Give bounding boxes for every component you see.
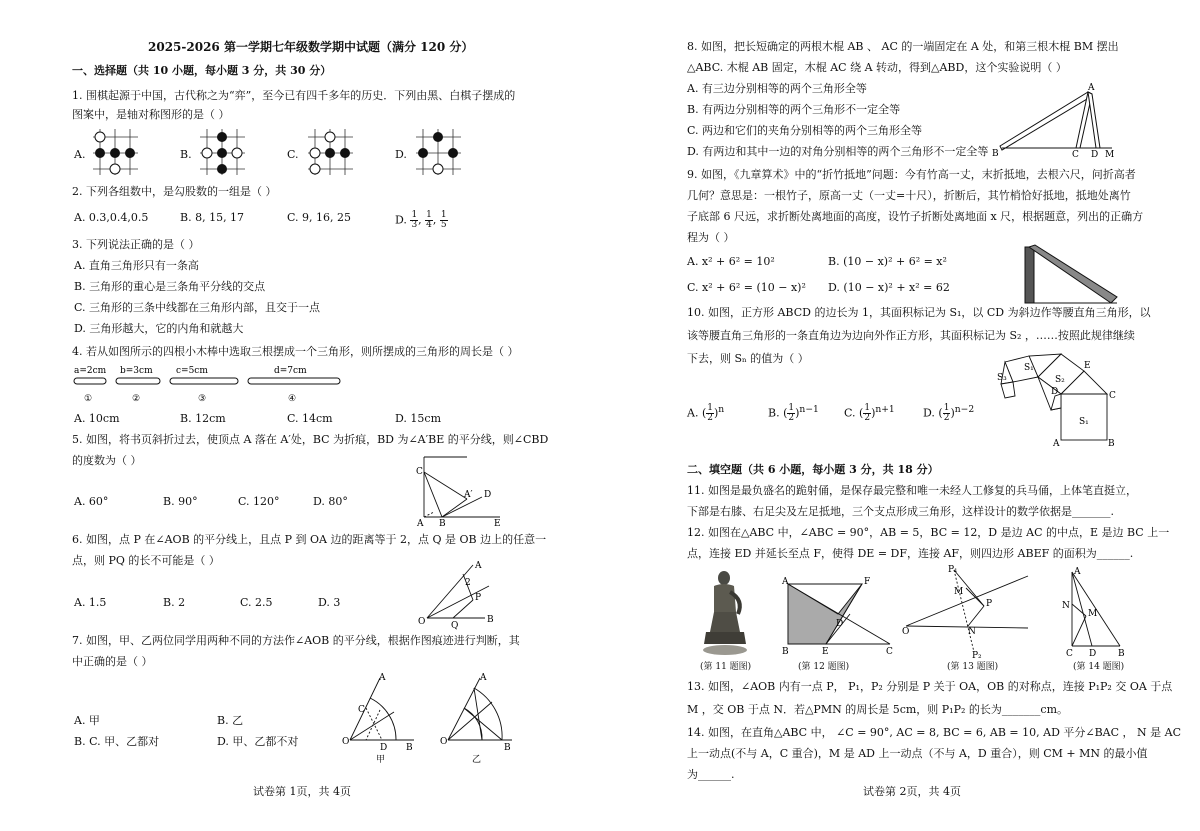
q5-option-b: B. 90° (163, 495, 198, 508)
go-pattern-c (303, 127, 358, 177)
q10-option-d: D. ( $\frac{1}{2}$ )$^{n-2}$ (923, 403, 975, 424)
svg-text:A: A (782, 577, 789, 587)
svg-text:甲: 甲 (376, 755, 386, 765)
q10-option-b: B. ( $\frac{1}{2}$ )$^{n-1}$ (768, 403, 819, 424)
svg-text:A: A (480, 673, 487, 683)
svg-text:D: D (836, 619, 844, 629)
q4-option-d: D. 15cm (395, 412, 442, 425)
svg-text:O: O (902, 627, 910, 637)
caption-fig-12: (第 12 题图) (798, 662, 850, 672)
q1-option-a: A. (74, 148, 86, 161)
q9-line1: 9. 如图，《九章算术》中的“折竹抵地”问题：今有竹高一丈，末折抵地，去根六尺，问折高者 (687, 168, 1136, 181)
svg-text:B: B (992, 149, 999, 159)
q9-option-b: B. (10 − x)² + 6² = x² (828, 255, 947, 268)
q6-option-d: D. 3 (318, 596, 341, 609)
q9-option-a: A. x² + 6² = 10² (687, 255, 775, 268)
svg-text:E: E (1084, 361, 1091, 371)
svg-text:O: O (342, 737, 350, 747)
svg-text:D: D (1051, 387, 1059, 397)
q13-line2: M ，交 OB 于点 N．若△PMN 的周长是 5cm，则 P₁P₂ 的长为_______cm。 (687, 703, 1069, 716)
q5-option-c: C. 120° (238, 495, 280, 508)
svg-text:D: D (1091, 150, 1099, 160)
svg-text:N: N (1062, 601, 1070, 611)
svg-text:B: B (1118, 649, 1125, 659)
svg-text:P₂: P₂ (972, 651, 982, 661)
stick-a-label: a=2cm (74, 366, 107, 376)
svg-text:M: M (954, 587, 964, 597)
q9-line2: 几何？意思是：一根竹子，原高一丈（一丈=十尺），折断后，其竹梢恰好抵地，抵地处离竹 (687, 189, 1131, 202)
frac-1-3: $\frac{1}{3}$ (411, 210, 418, 230)
svg-text:P: P (475, 593, 482, 603)
q5-line1: 5. 如图，将书页斜折过去，使顶点 A 落在 A′处，BC 为折痕，BD 为∠A′BE 的平分线，则∠CBD (72, 433, 549, 446)
svg-text:①: ① (84, 394, 93, 404)
q1-option-c: C. (287, 148, 299, 161)
svg-text:O: O (440, 737, 448, 747)
svg-text:A: A (379, 673, 386, 683)
caption-fig-11: (第 11 题图) (700, 662, 752, 672)
q14-line1: 14. 如图，在直角△ABC 中， ∠C = 90°, AC = 8, BC = 6, AB = 10, AD 平分∠BAC ， N 是 AC (687, 726, 1182, 739)
q4-option-b: B. 12cm (180, 412, 226, 425)
q12-line2: 点，连接 ED 并延长至点 F，使得 DE = DF，连接 AF，则四边形 ABEF 的面积为______. (687, 547, 1134, 560)
svg-text:S₃: S₃ (997, 373, 1007, 383)
svg-text:A: A (1088, 83, 1095, 93)
stick-b-label: b=3cm (120, 366, 153, 376)
q9-bamboo-figure (1023, 245, 1118, 307)
q7-figure-jia (342, 672, 422, 764)
q10-line1: 10. 如图，正方形 ABCD 的边长为 1，其面积标记为 S₁，以 CD 为斜边作等腰直角三角形，以 (687, 306, 1151, 319)
stick-d-label: d=7cm (274, 366, 307, 376)
q6-option-a: A. 1.5 (74, 596, 107, 609)
q9-option-c: C. x² + 6² = (10 − x)² (687, 281, 806, 294)
q8-option-b: B. 有两边分别相等的两个三角形不一定全等 (687, 103, 901, 116)
svg-text:C: C (358, 705, 365, 715)
svg-text:C: C (1109, 391, 1116, 401)
svg-text:C: C (1072, 150, 1079, 160)
svg-text:D: D (1089, 649, 1097, 659)
q3-option-d: D. 三角形越大，它的内角和就越大 (74, 322, 244, 335)
svg-text:Q: Q (451, 621, 459, 631)
go-pattern-b (195, 127, 250, 177)
q7-line1: 7. 如图，甲、乙两位同学用两种不同的方法作∠AOB 的平分线，根据作图痕迹进行判断，其 (72, 634, 520, 647)
q13-figure (902, 565, 1032, 661)
caption-fig-13: (第 13 题图) (947, 662, 999, 672)
q7-option-b: B. 乙 (217, 714, 244, 727)
svg-text:M: M (1088, 609, 1098, 619)
q10-line2: 该等腰直角三角形的一条直角边为边向外作正方形，其面积标记为 S₂ ，……按照此规律继续 (687, 329, 1135, 342)
q2-option-c: C. 9, 16, 25 (287, 211, 351, 224)
svg-text:②: ② (132, 394, 141, 404)
kneeling-archer-image (700, 570, 750, 656)
q2-stem: 2. 下列各组数中，是勾股数的一组是（ ） (72, 185, 277, 198)
svg-text:B: B (504, 743, 511, 753)
svg-text:N: N (968, 627, 976, 637)
section-2-heading: 二、填空题（共 6 小题，每小题 3 分，共 18 分） (687, 463, 939, 476)
q9-line3: 子底部 6 尺远，求折断处离地面的高度，设竹子折断处离地面 x 尺，根据题意，列出的正确方 (687, 210, 1144, 223)
svg-text:E: E (822, 647, 829, 657)
q4-stem: 4. 若从如图所示的四根小木棒中选取三根摆成一个三角形，则所摆成的三角形的周长是（ ） (72, 345, 519, 358)
svg-text:B: B (782, 647, 789, 657)
svg-text:③: ③ (198, 394, 207, 404)
page-2-footer: 试卷第 2页，共 4页 (863, 785, 961, 798)
q4-option-a: A. 10cm (74, 412, 120, 425)
svg-text:D: D (380, 743, 388, 753)
q3-stem: 3. 下列说法正确的是（ ） (72, 238, 200, 251)
svg-text:M: M (1105, 150, 1115, 160)
svg-text:C: C (1066, 649, 1073, 659)
q11-line2: 下部是右膝、右足尖及左足抵地，三个支点形成三角形，这样设计的数学依据是_______. (687, 505, 1114, 518)
q10-squares-figure (995, 352, 1125, 448)
svg-text:A: A (475, 561, 482, 571)
svg-text:A: A (1053, 439, 1060, 449)
q3-option-a: A. 直角三角形只有一条高 (74, 259, 199, 272)
q5-figure (412, 452, 507, 527)
q12-line1: 12. 如图在△ABC 中，∠ABC = 90°，AB = 5，BC = 12，D 是边 AC 的中点，E 是边 BC 上一 (687, 526, 1170, 539)
q8-option-a: A. 有三边分别相等的两个三角形全等 (687, 82, 867, 95)
q6-figure (415, 560, 515, 630)
q8-figure (992, 84, 1120, 158)
q1-line2: 图案中，是轴对称图形的是（ ） (72, 108, 230, 121)
q6-line1: 6. 如图，点 P 在∠AOB 的平分线上，且点 P 到 OA 边的距离等于 2，点 Q 是 OB 边上的任意一 (72, 533, 547, 546)
svg-text:B: B (487, 615, 494, 625)
svg-text:乙: 乙 (472, 755, 482, 765)
q2-option-d: D. $\frac{1}{3}$ , $\frac{1}{4}$ , $\frac{1}{5}$ (395, 210, 447, 230)
q2-option-b: B. 8, 15, 17 (180, 211, 245, 224)
frac-1-4: $\frac{1}{4}$ (426, 210, 432, 230)
q10-line3: 下去，则 Sₙ 的值为（ ） (687, 352, 809, 365)
q9-option-d: D. (10 − x)² + x² = 62 (828, 281, 950, 294)
q2-option-a: A. 0.3,0.4,0.5 (74, 211, 149, 224)
exam-page-2 (600, 0, 1200, 831)
stick-b (116, 378, 160, 384)
svg-text:C: C (886, 647, 893, 657)
sticks-figure (72, 364, 372, 406)
svg-text:S₂: S₂ (1055, 375, 1065, 385)
q8-line2: △ABC. 木棍 AB 固定，木棍 AC 绕 A 转动，得到△ABD，这个实验说明（ ） (687, 61, 1067, 74)
exam-title: 2025-2026 第一学期七年级数学期中试题（满分 120 分） (148, 40, 474, 54)
q6-option-b: B. 2 (163, 596, 186, 609)
svg-text:O: O (418, 617, 426, 627)
q7-line2: 中正确的是（ ） (72, 655, 153, 668)
svg-text:B: B (1108, 439, 1115, 449)
q7-option-d: D. 甲、乙都不对 (217, 735, 299, 748)
svg-text:2: 2 (465, 578, 471, 588)
q10-option-c: C. ( $\frac{1}{2}$ )$^{n+1}$ (844, 403, 895, 424)
q6-option-c: C. 2.5 (240, 596, 273, 609)
stick-d (248, 378, 340, 384)
q12-figure (778, 576, 898, 656)
svg-text:S₁: S₁ (1024, 363, 1034, 373)
q13-line1: 13. 如图，∠AOB 内有一点 P， P₁，P₂ 分别是 P 关于 OA，OB 的对称点，连接 P₁P₂ 交 OA 于点 (687, 680, 1173, 693)
caption-fig-14: (第 14 题图) (1073, 662, 1125, 672)
svg-text:B: B (439, 519, 446, 529)
q11-line1: 11. 如图是最负盛名的跪射俑，是保存最完整和唯一未经人工修复的兵马俑，上体笔直挺立， (687, 484, 1137, 497)
svg-text:④: ④ (288, 394, 297, 404)
svg-text:E: E (494, 519, 501, 529)
q14-figure (1058, 567, 1128, 659)
svg-text:P: P (986, 599, 993, 609)
svg-text:A: A (1074, 567, 1081, 577)
svg-text:C: C (416, 467, 423, 477)
q3-option-b: B. 三角形的重心是三条角平分线的交点 (74, 280, 266, 293)
q5-option-a: A. 60° (74, 495, 109, 508)
svg-text:A: A (417, 519, 424, 529)
go-pattern-d (411, 127, 466, 177)
q1-option-b: B. (180, 148, 192, 161)
svg-text:F: F (864, 577, 871, 587)
q5-line2: 的度数为（ ） (72, 454, 142, 467)
q1-line1: 1. 围棋起源于中国，古代称之为“弈”，至今已有四千多年的历史．下列由黑、白棋子摆成的 (72, 89, 516, 102)
q7-figure-yi (440, 672, 520, 764)
q7-option-a: A. 甲 (74, 714, 100, 727)
svg-text:P₁: P₁ (948, 565, 958, 575)
q8-option-c: C. 两边和它们的夹角分别相等的两个三角形全等 (687, 124, 923, 137)
page-1-footer: 试卷第 1页，共 4页 (253, 785, 351, 798)
svg-text:D: D (484, 490, 492, 500)
q14-line2: 上一动点(不与 A，C 重合)，M 是 AD 上一动点（不与 A，D 重合），则 CM + MN 的最小值 (687, 747, 1148, 760)
q10-option-a: A. ( $\frac{1}{2}$ )$^n$ (687, 403, 725, 424)
svg-text:B: B (406, 743, 413, 753)
section-1-heading: 一、选择题（共 10 小题，每小题 3 分，共 30 分） (72, 64, 332, 77)
go-pattern-a (88, 127, 143, 177)
svg-text:S₁: S₁ (1079, 417, 1089, 427)
frac-1-5: $\frac{1}{5}$ (440, 210, 447, 230)
svg-text:A′: A′ (464, 490, 473, 500)
q7-option-c: B. C. 甲、乙都对 (74, 735, 160, 748)
q6-line2: 点，则 PQ 的长不可能是（ ） (72, 554, 220, 567)
q14-line3: 为______. (687, 768, 735, 781)
q8-line1: 8. 如图，把长短确定的两根木棍 AB 、 AC 的一端固定在 A 处，和第三根木棍 BM 摆出 (687, 40, 1119, 53)
stick-c (170, 378, 238, 384)
q9-line4: 程为（ ） (687, 231, 735, 244)
q5-option-d: D. 80° (313, 495, 348, 508)
q1-option-d: D. (395, 148, 407, 161)
q4-option-c: C. 14cm (287, 412, 333, 425)
q3-option-c: C. 三角形的三条中线都在三角形内部，且交于一点 (74, 301, 321, 314)
stick-a (74, 378, 106, 384)
q8-option-d: D. 有两边和其中一边的对角分别相等的两个三角形不一定全等 (687, 145, 989, 158)
stick-c-label: c=5cm (176, 366, 208, 376)
